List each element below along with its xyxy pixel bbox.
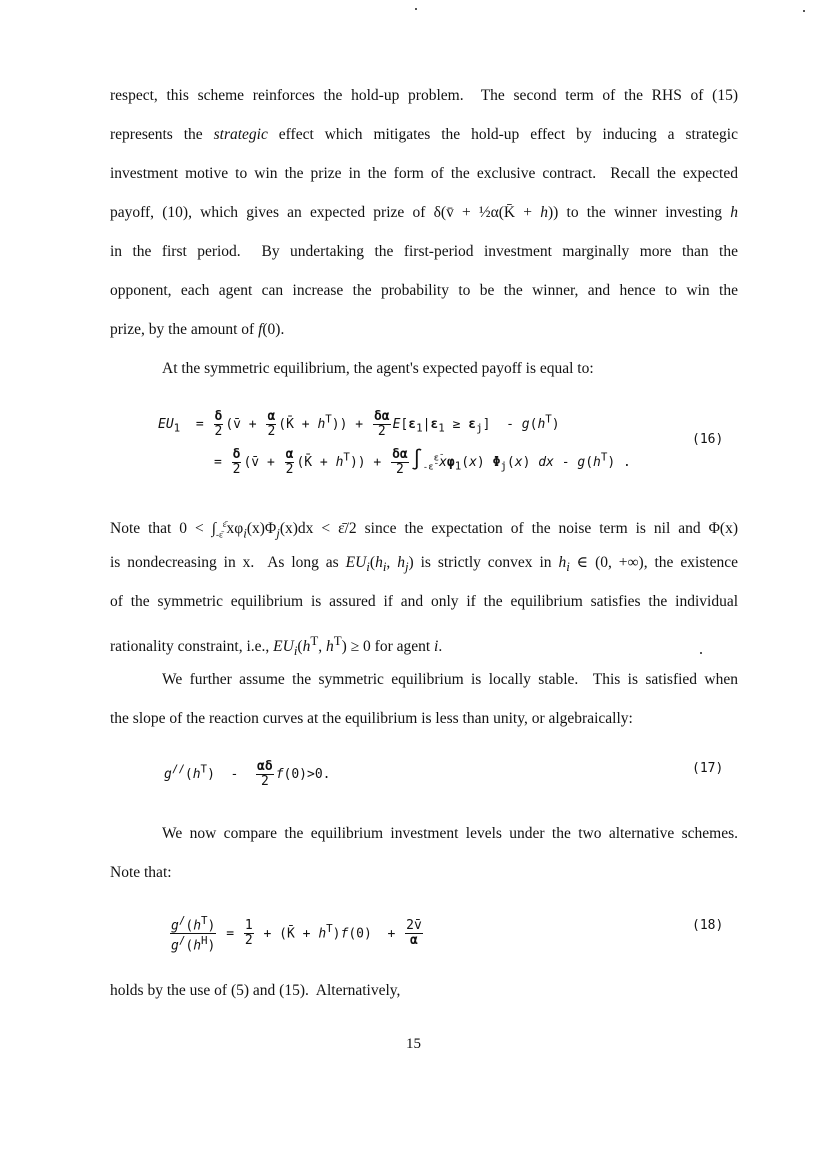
body-line: prize, by the amount of f(0). [110,321,285,338]
body-line: represents the strategic effect which mitigates the hold-up effect by inducing a strategic [110,126,738,143]
equation-17: $g^{//}(h^T)$ - $\frac{\alpha\delta}{2}$ f(0)>0. [164,759,331,789]
body-line: Note that: [110,864,172,881]
equation-16-line2: = $\frac{\delta}{2}$ (v̄ + $\frac{\alpha}{2}$ (K̄ + $h^T$)) + $\frac{\delta\alpha}{2}$ $\int_{-\varepsilon̄}^{\varepsilon̄}x\varphi_1(x)$ $\Phi_j(x)$ dx - $g(h^T)$ . [214,447,631,477]
body-line: respect, this scheme reinforces the hold-up problem. The second term of the RHS of (15) [110,87,738,104]
body-line: opponent, each agent can increase the probability to be the winner, and hence to win the [110,282,738,299]
body-line: We further assume the symmetric equilibrium is locally stable. This is satisfied when [162,671,738,688]
body-line: holds by the use of (5) and (15). Alternatively, [110,982,401,999]
body-line: is nondecreasing in x. As long as $EU_i(h_i$, $h_j$) is strictly convex in $h_i$ ∈ (0, +∞), the existence [110,554,738,575]
body-line: in the first period. By undertaking the first-period investment marginally more than the [110,243,738,260]
equation-16-number: (16) [692,432,724,447]
equation-18-number: (18) [692,918,724,933]
body-line: rationality constraint, i.e., $EU_i(h^T$, $h^T) \ge 0$ for agent i. [110,633,443,659]
body-line: Note that $0 < \int_{-\varepsilon̄}^{\varepsilon̄}x\varphi_i(x)\Phi_j(x)dx$ < ε̄/2 since the expectation of the noise term is nil and Φ(x) [110,519,738,541]
equation-18: $\frac{g^/(h^T)}{g^/(h^H)}$ = $\frac{1}{2}$ + (K̄ + $h^T)f(0)$ + $\frac{2v̄}{\alpha}$ [171,914,422,954]
body-line: We now compare the equilibrium investment levels under the two alternative schemes. [162,825,738,842]
equation-16-line1: $EU_1$ = $\frac{\delta}{2}$ (v̄ + $\frac{\alpha}{2}$ (K̄ + $h^T$)) + $\frac{\delta\alpha}{2}$ $E[\varepsilon_1|\varepsilon_1 \ge \varepsilon_j] - g(h^T)$ [158,409,560,439]
scan-speck [415,8,417,10]
body-line: investment motive to win the prize in the form of the exclusive contract. Recall the expected [110,165,738,182]
body-line: At the symmetric equilibrium, the agent's expected payoff is equal to: [162,360,594,377]
scan-speck [803,10,805,12]
body-line: the slope of the reaction curves at the equilibrium is less than unity, or algebraically: [110,710,633,727]
equation-17-number: (17) [692,761,724,776]
body-line: payoff, (10), which gives an expected prize of δ(v̄ + ½α(K̄ + h)) to the winner investing h [110,204,738,221]
body-line: of the symmetric equilibrium is assured if and only if the equilibrium satisfies the individual [110,593,738,610]
page-number: 15 [406,1036,421,1052]
